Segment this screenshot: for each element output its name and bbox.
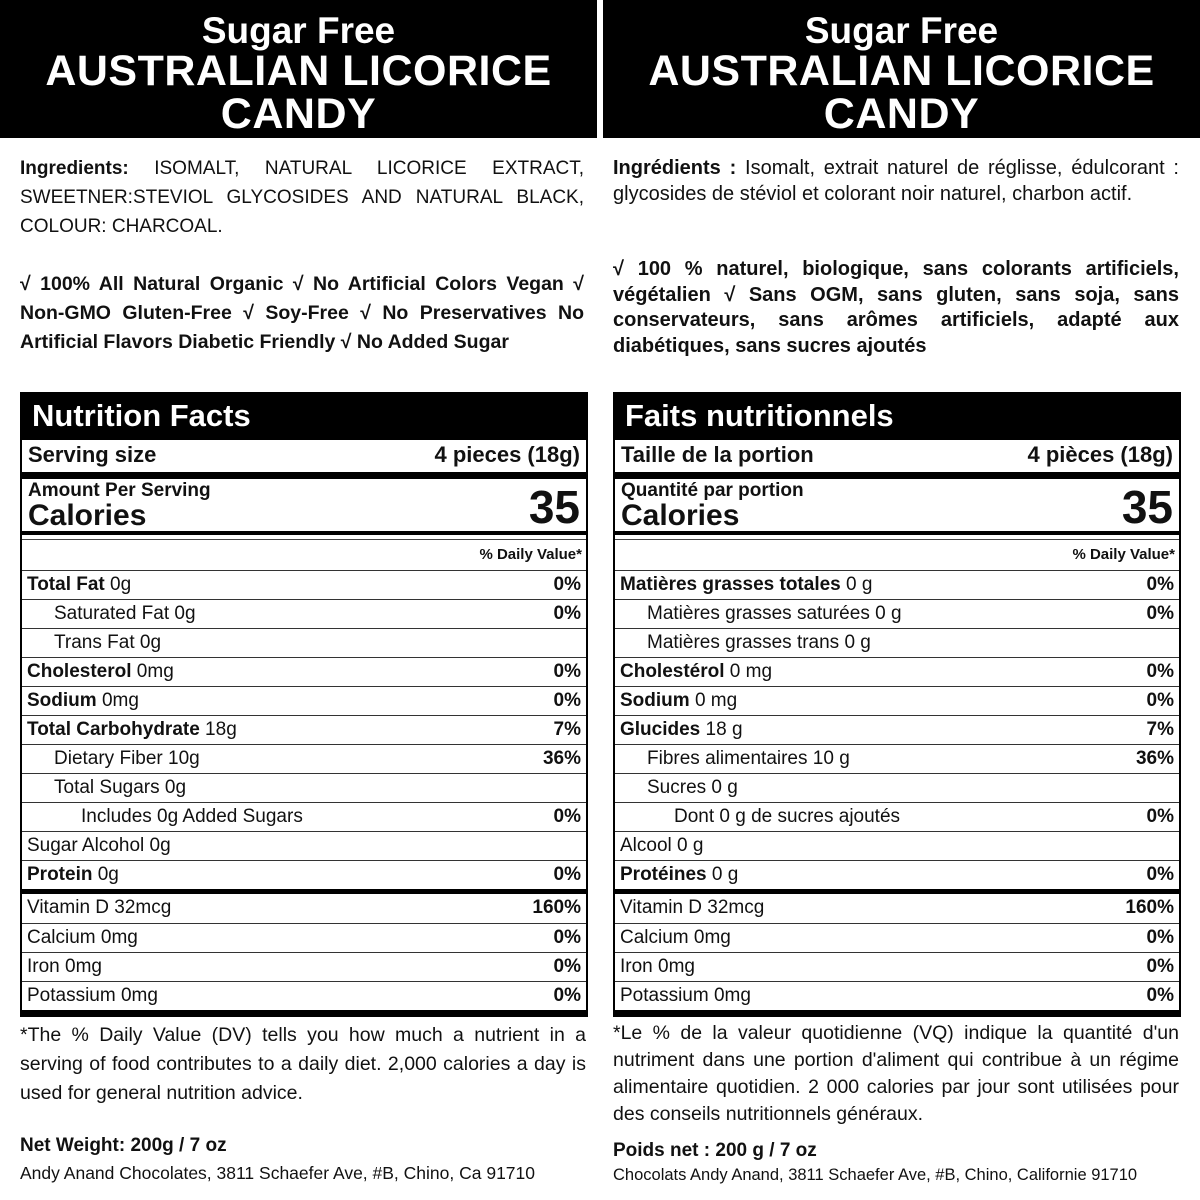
header-line-3: CANDY	[220, 90, 377, 138]
nutrition-facts-title: Faits nutritionnels	[615, 392, 1179, 440]
nutrient-amount: 0mg	[96, 690, 139, 711]
nutrient-row	[22, 686, 586, 715]
vitamin-row	[22, 923, 586, 952]
nutrient-row	[615, 686, 1179, 715]
nutrient-percent: 7%	[553, 719, 581, 740]
nutrient-name	[27, 571, 131, 599]
nutrient-row	[615, 628, 1179, 657]
nutrient-row	[615, 657, 1179, 686]
nutrient-row	[22, 802, 586, 831]
vitamin-percent: 0%	[553, 927, 581, 948]
nutrient-percent: 0%	[553, 574, 581, 595]
vitamin-name: Iron 0mg	[620, 956, 695, 977]
vitamin-row	[22, 981, 586, 1010]
product-header	[603, 0, 1200, 138]
nutrient-row	[22, 831, 586, 860]
nutrition-facts-panel	[20, 392, 588, 1017]
nutrient-bold-name: Sodium	[620, 690, 690, 711]
nutrient-row	[615, 570, 1179, 599]
nutrient-bold-name: Protein	[27, 864, 93, 885]
nutrient-percent: 7%	[1146, 719, 1174, 740]
french-panel	[600, 0, 1200, 1200]
header-line-3: CANDY	[823, 90, 980, 138]
nutrition-facts-title: Nutrition Facts	[22, 392, 586, 440]
nutrient-percent: 0%	[553, 603, 581, 624]
vitamin-name: Calcium 0mg	[620, 927, 731, 948]
nutrient-bold-name: Glucides	[620, 719, 701, 740]
nutrient-amount: Alcool 0 g	[620, 835, 704, 856]
nutrient-name	[620, 629, 871, 657]
ingredients-label: Ingrédients :	[613, 157, 737, 179]
nutrient-row	[22, 715, 586, 744]
nutrient-amount: 18g	[199, 719, 237, 740]
vitamin-row	[615, 894, 1179, 923]
nutrient-amount: Dont 0 g de sucres ajoutés	[674, 806, 901, 827]
nutrient-name	[620, 774, 738, 802]
nutrient-amount: 0 mg	[689, 690, 738, 711]
product-claims: √ 100 % naturel, biologique, sans colorants artificiels, végétalien √ Sans OGM, sans gluten, sans soja, sans conservateurs, sans arômes artificiels, adapté aux diabétiques, sans sucres ajoutés	[613, 258, 1179, 357]
vitamin-percent: 160%	[532, 897, 581, 918]
nutrient-row	[615, 744, 1179, 773]
nutrient-amount: 18 g	[700, 719, 743, 740]
ingredients-label: Ingredients:	[20, 158, 129, 179]
nutrient-percent: 0%	[553, 806, 581, 827]
nutrient-row	[615, 715, 1179, 744]
nutrient-percent: 0%	[553, 661, 581, 682]
ingredients-text: Isomalt, extrait naturel de réglisse, édulcorant : glycosides de stéviol et colorant noir naturel, charbon actif.	[613, 157, 1179, 205]
nutrient-amount: 0mg	[131, 661, 174, 682]
nutrient-name	[620, 571, 872, 599]
nutrient-percent: 0%	[1146, 690, 1174, 711]
vitamin-row	[22, 894, 586, 923]
nutrient-name	[620, 745, 850, 773]
nutrient-name	[27, 687, 139, 715]
nutrient-row	[615, 831, 1179, 860]
nutrient-row	[615, 860, 1179, 889]
nutrient-amount: Dietary Fiber 10g	[54, 748, 200, 769]
nutrient-bold-name: Protéines	[620, 864, 707, 885]
vitamin-row	[615, 981, 1179, 1010]
nutrient-amount: 0g	[104, 574, 132, 595]
panel-bottom-bar	[615, 1010, 1179, 1015]
nutrient-row	[22, 773, 586, 802]
calories-block	[22, 479, 586, 535]
nutrient-name	[27, 600, 196, 628]
nutrient-name	[27, 774, 186, 802]
panel-bottom-bar	[22, 1010, 586, 1015]
header-line-1: Sugar Free	[804, 10, 999, 51]
vitamin-row	[615, 952, 1179, 981]
calories-label: Calories	[621, 499, 740, 532]
product-header	[0, 0, 597, 138]
amount-per-serving: Amount Per Serving	[28, 480, 211, 501]
nutrient-name	[620, 600, 902, 628]
vitamin-row	[615, 923, 1179, 952]
nutrient-amount: Total Sugars 0g	[54, 777, 187, 798]
nutrient-percent: 0%	[553, 864, 581, 885]
ingredients	[613, 155, 1179, 207]
nutrient-percent: 0%	[1146, 603, 1174, 624]
nutrient-name	[620, 716, 743, 744]
header-line-2: AUSTRALIAN LICORICE	[648, 47, 1155, 95]
nutrient-name	[27, 803, 303, 831]
nutrient-row	[22, 860, 586, 889]
vitamin-percent: 0%	[553, 956, 581, 977]
serving-size-label: Taille de la portion	[621, 442, 814, 467]
vitamin-percent: 0%	[1146, 985, 1174, 1006]
nutrient-name	[620, 658, 772, 686]
vitamin-name: Calcium 0mg	[27, 927, 138, 948]
nutrient-row	[615, 599, 1179, 628]
nutrient-bold-name: Matières grasses totales	[620, 574, 841, 595]
serving-size-value: 4 pieces (18g)	[434, 442, 580, 467]
nutrient-row	[22, 628, 586, 657]
nutrient-amount: 0g	[92, 864, 119, 885]
net-weight: Poids net : 200 g / 7 oz	[613, 1140, 817, 1161]
manufacturer-address: Chocolats Andy Anand, 3811 Schaefer Ave, #B, Chino, Californie 91710	[613, 1166, 1138, 1184]
nutrient-name	[27, 861, 119, 889]
nutrient-bold-name: Cholestérol	[620, 661, 725, 682]
nutrient-name	[620, 832, 703, 860]
vitamin-name: Vitamin D 32mcg	[620, 897, 765, 918]
vitamin-percent: 0%	[1146, 956, 1174, 977]
nutrient-percent: 0%	[1146, 661, 1174, 682]
nutrient-amount: Sugar Alcohol 0g	[27, 835, 171, 856]
nutrient-name	[27, 629, 161, 657]
ingredients-text: ISOMALT, NATURAL LICORICE EXTRACT, SWEETNER:STEVIOL GLYCOSIDES AND NATURAL BLACK, COLOUR: CHARCOAL.	[20, 158, 584, 237]
serving-size-value: 4 pièces (18g)	[1027, 442, 1173, 467]
nutrient-name	[620, 861, 738, 889]
nutrient-name	[27, 658, 174, 686]
nutrient-row	[22, 599, 586, 628]
manufacturer-address: Andy Anand Chocolates, 3811 Schaefer Ave, #B, Chino, Ca 91710	[20, 1163, 535, 1183]
daily-value-footnote: *The % Daily Value (DV) tells you how much a nutrient in a serving of food contributes to a daily diet. 2,000 calories a day is used for general nutrition advice.	[20, 1024, 586, 1104]
nutrient-percent: 0%	[1146, 574, 1174, 595]
header-line-1: Sugar Free	[201, 10, 396, 51]
nutrient-percent: 0%	[1146, 864, 1174, 885]
nutrient-amount: Sucres 0 g	[647, 777, 738, 798]
serving-size-label: Serving size	[28, 442, 157, 467]
nutrient-name	[620, 803, 900, 831]
nutrient-row	[615, 802, 1179, 831]
net-weight: Net Weight: 200g / 7 oz	[20, 1135, 227, 1156]
vitamin-name: Potassium 0mg	[620, 985, 751, 1006]
serving-size-row	[615, 440, 1179, 479]
vitamin-name: Vitamin D 32mcg	[27, 897, 172, 918]
nutrient-bold-name: Sodium	[27, 690, 97, 711]
daily-value-header: % Daily Value*	[22, 539, 586, 570]
nutrient-row	[22, 744, 586, 773]
nutrition-facts-panel	[613, 392, 1181, 1017]
vitamin-percent: 0%	[553, 985, 581, 1006]
daily-value-footnote: *Le % de la valeur quotidienne (VQ) indique la quantité d'un nutriment dans une portion d'aliment qui contribue à un régime alimentaire quotidien. 2 000 calories par jour sont utilisées pour des conseils nutritionnels généraux.	[613, 1022, 1179, 1125]
nutrient-amount: Matières grasses trans 0 g	[647, 632, 871, 653]
nutrient-amount: Trans Fat 0g	[54, 632, 162, 653]
vitamin-percent: 160%	[1125, 897, 1174, 918]
calories-value: 35	[528, 481, 580, 533]
nutrient-name	[620, 687, 737, 715]
nutrient-bold-name: Cholesterol	[27, 661, 132, 682]
calories-label: Calories	[28, 499, 147, 532]
amount-per-serving: Quantité par portion	[621, 480, 804, 501]
calories-value: 35	[1121, 481, 1173, 533]
vitamin-percent: 0%	[1146, 927, 1174, 948]
nutrient-name	[27, 832, 171, 860]
product-claims: √ 100% All Natural Organic √ No Artificial Colors Vegan √ Non-GMO Gluten-Free √ Soy-Free √ No Preservatives No Artificial Flavors Diabetic Friendly √ No Added Sugar	[20, 273, 584, 353]
ingredients	[20, 154, 584, 241]
nutrient-amount: Saturated Fat 0g	[54, 603, 196, 624]
nutrient-amount: 0 mg	[724, 661, 773, 682]
nutrient-row	[22, 570, 586, 599]
nutrient-bold-name: Total Fat	[27, 574, 105, 595]
nutrient-percent: 0%	[1146, 806, 1174, 827]
nutrient-amount: Matières grasses saturées 0 g	[647, 603, 902, 624]
nutrient-amount: Fibres alimentaires 10 g	[647, 748, 850, 769]
nutrient-amount: Includes 0g Added Sugars	[81, 806, 303, 827]
nutrient-percent: 36%	[1135, 748, 1174, 769]
header-line-2: AUSTRALIAN LICORICE	[45, 47, 552, 95]
nutrient-bold-name: Total Carbohydrate	[27, 719, 200, 740]
nutrient-percent: 36%	[542, 748, 581, 769]
nutrient-name	[27, 716, 237, 744]
vitamin-name: Iron 0mg	[27, 956, 102, 977]
nutrient-row	[615, 773, 1179, 802]
daily-value-header: % Daily Value*	[615, 539, 1179, 570]
vitamin-name: Potassium 0mg	[27, 985, 158, 1006]
vitamin-row	[22, 952, 586, 981]
nutrient-amount: 0 g	[706, 864, 739, 885]
serving-size-row	[22, 440, 586, 479]
calories-block	[615, 479, 1179, 535]
nutrient-percent: 0%	[553, 690, 581, 711]
nutrient-name	[27, 745, 200, 773]
nutrient-row	[22, 657, 586, 686]
nutrient-amount: 0 g	[840, 574, 873, 595]
